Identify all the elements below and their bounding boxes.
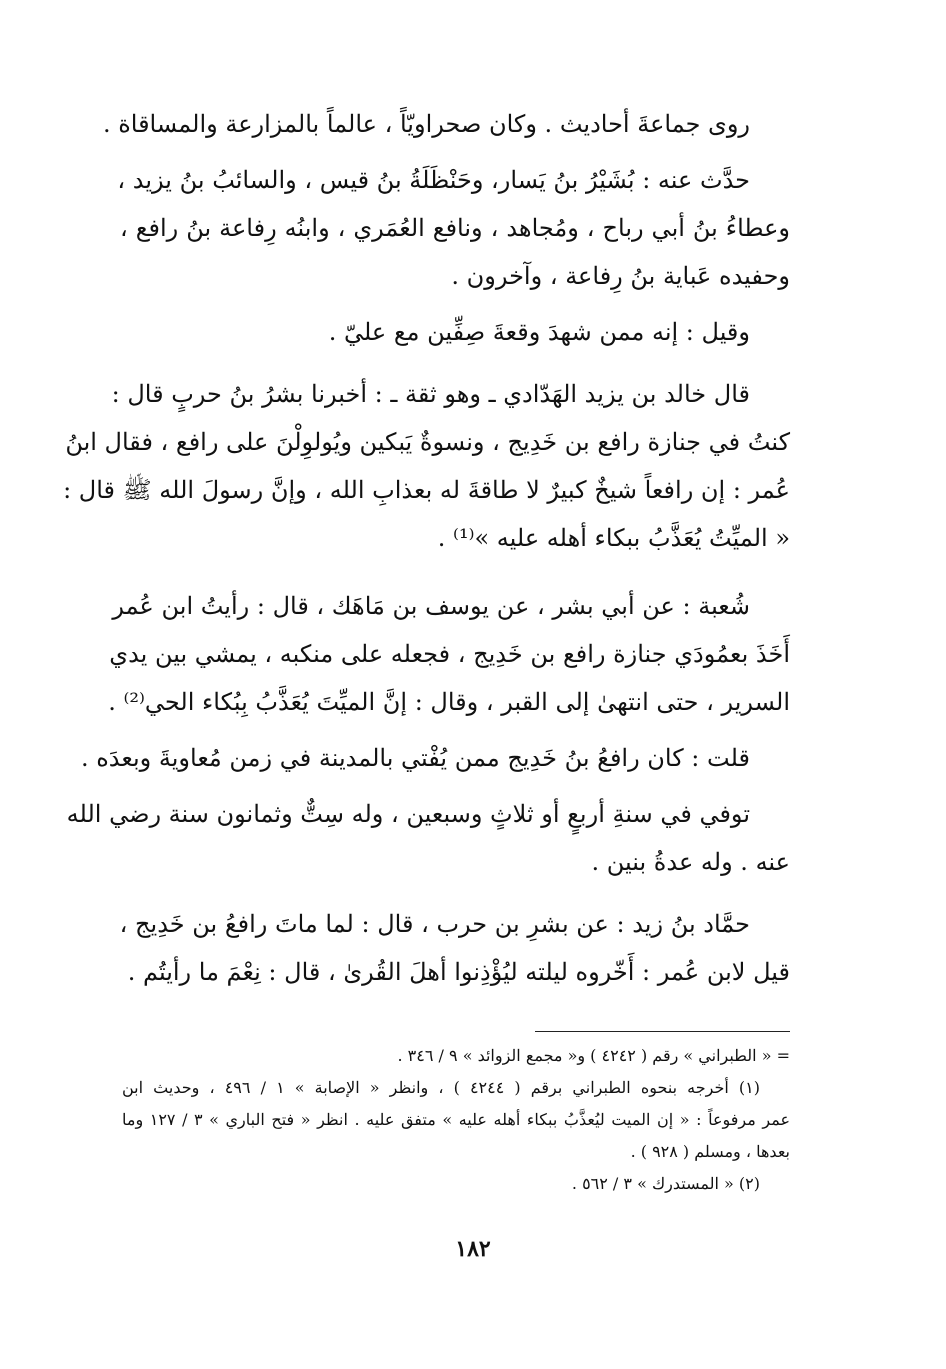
paragraph-6 bbox=[80, 734, 790, 782]
footnote-1-line: بعدها ، ومسلم ( ٩٢٨ ) . bbox=[630, 1142, 790, 1161]
main-text bbox=[63, 100, 790, 996]
text-line: قلت : كان رافعُ بنُ خَدِيج ممن يُفْتي بالمدينة في زمن مُعاويةَ وبعدَه . bbox=[80, 744, 750, 772]
text-line: عنه . وله عدةُ بنين . bbox=[591, 848, 790, 876]
paragraph-3 bbox=[120, 308, 790, 356]
text-line: شُعبة : عن أبي بشر ، عن يوسف بن مَاهَك ، قال : رأيتُ ابن عُمر bbox=[112, 592, 750, 620]
text-line: « الميِّتُ يُعَذَّبُ ببكاء أهله عليه »⁽¹⁾ . bbox=[437, 524, 790, 552]
paragraph-1 bbox=[102, 100, 790, 148]
text-line: وقيل : إنه ممن شهدَ وقعةَ صِفِّين مع عليّ . bbox=[328, 318, 750, 346]
footnote-continuation: = « الطبراني » رقم ( ٤٢٤٢ ) و« مجمع الزوائد » ٩ / ٣٤٦ . bbox=[397, 1046, 790, 1065]
footnote-divider bbox=[535, 1031, 790, 1032]
text-line: حمَّاد بنُ زيد : عن بشرِ بن حرب ، قال : لما ماتَ رافعُ بن خَدِيج ، bbox=[119, 910, 750, 938]
text-line: روى جماعةَ أحاديث . وكان صحراويّاً ، عالماً بالمزارعة والمساقاة . bbox=[102, 110, 750, 138]
text-line: قال خالد بن يزيد الهَدّادي ـ وهو ثقة ـ : أخبرنا بشرُ بنُ حربٍ قال : bbox=[111, 380, 750, 408]
text-line: وحفيده عَباية بنُ رِفاعة ، وآخرون . bbox=[451, 262, 790, 290]
text-line: حدَّث عنه : بُشَيْرُ بنُ يَسار، وحَنْظَلَةُ بنُ قيس ، والسائبُ بنُ يزيد ، bbox=[117, 166, 750, 194]
text-line: أَخَذَ بعمُودَي جنازة رافع بن خَدِيج ، فجعله على منكبه ، يمشي بين يدي bbox=[109, 640, 790, 668]
text-line: عُمر : إن رافعاً شيخٌ كبيرٌ لا طاقةَ له بعذابِ الله ، وإنَّ رسولَ الله ﷺ قال : bbox=[63, 476, 790, 504]
paragraph-4 bbox=[63, 370, 790, 562]
text-line: قيل لابن عُمر : أَخّروه ليلته ليُؤْذِنوا أهلَ القُرىٰ ، قال : نِعْمَ ما رأيتُم . bbox=[127, 958, 790, 986]
text-line: توفي في سنةِ أربعٍ أو ثلاثٍ وسبعين ، وله سِتٌّ وثمانون سنة رضي الله bbox=[66, 800, 750, 828]
paragraph-7 bbox=[66, 790, 790, 886]
paragraph-2 bbox=[117, 156, 790, 300]
page-number: ١٨٢ bbox=[455, 1236, 491, 1262]
paragraph-8 bbox=[120, 900, 790, 996]
text-line: السرير ، حتى انتهىٰ إلى القبر ، وقال : إنَّ الميِّتَ يُعَذَّبُ بِبُكاء الحي⁽²⁾ . bbox=[108, 688, 790, 716]
footnote-2: (٢) « المستدرك » ٣ / ٥٦٢ . bbox=[571, 1174, 760, 1193]
footnote-1-line: عمر مرفوعاً : « إن الميت ليُعذَّبُ ببكاء أهله عليه » متفق عليه . انظر « فتح الباري » ٣ / ١٢٧ وما bbox=[122, 1110, 790, 1129]
text-line: وعطاءُ بنُ أبي رباح ، ومُجاهد ، ونافع العُمَري ، وابنُه رِفاعة بنُ رافع ، bbox=[120, 214, 790, 242]
text-line: كنتُ في جنازة رافع بن خَدِيج ، ونسوةٌ يَبكين ويُولوِلْنَ على رافع ، فقال ابنُ bbox=[65, 428, 790, 456]
paragraph-5 bbox=[108, 582, 790, 726]
footnote-1-line: (١) أخرجه بنحوه الطبراني برقم ( ٤٢٤٤ ) ، وانظر « الإصابة » ١ / ٤٩٦ ، وحديث ابن bbox=[122, 1078, 760, 1097]
footnotes bbox=[122, 1040, 790, 1200]
